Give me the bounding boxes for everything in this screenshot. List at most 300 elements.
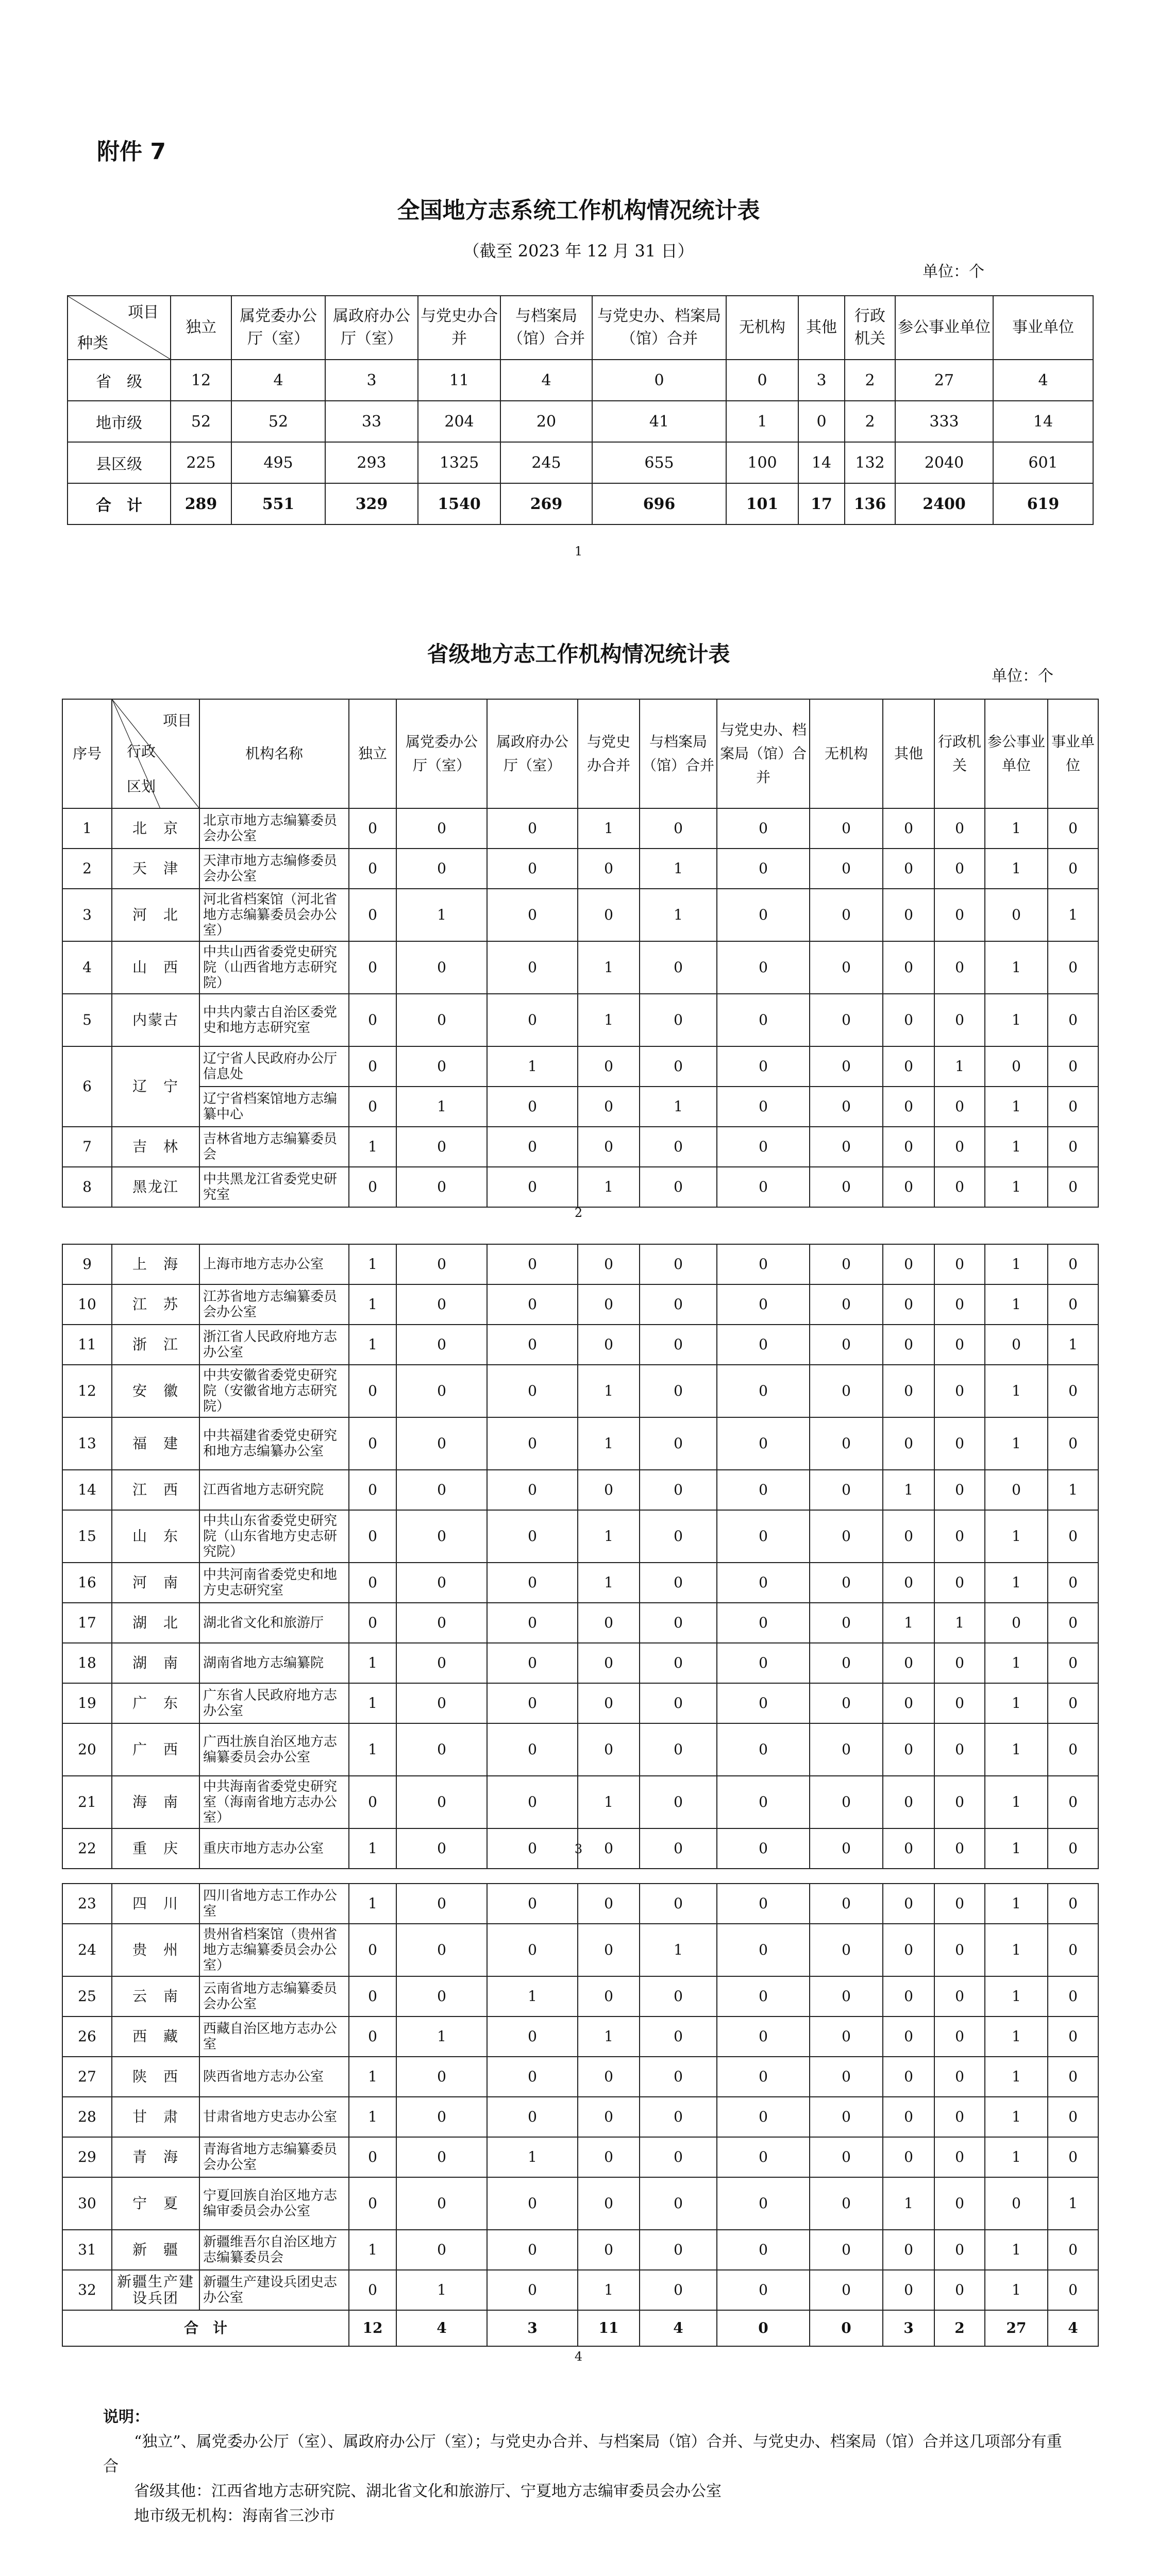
corner-cell — [112, 699, 199, 808]
corner-label-bottom: 种类 — [77, 334, 108, 352]
table-cell: 0 — [726, 360, 798, 401]
table-cell: 0 — [487, 1510, 578, 1563]
table-row — [62, 2270, 1098, 2310]
org-header: 机构名称 — [199, 699, 349, 808]
table-cell: 0 — [349, 1976, 396, 2016]
table-cell: 0 — [349, 1924, 396, 1976]
org-name-cell: 青海省地方志编纂委员会办公室 — [199, 2137, 349, 2177]
table-cell: 0 — [487, 1828, 578, 1869]
table-cell: 0 — [883, 2097, 934, 2137]
table-cell: 0 — [934, 1365, 985, 1417]
table-cell: 4 — [500, 360, 592, 401]
table-cell: 0 — [717, 1924, 810, 1976]
seq-cell: 24 — [62, 1924, 112, 1976]
column-header: 与党史办合并 — [418, 296, 500, 360]
table-cell: 17 — [798, 483, 845, 524]
table-cell: 0 — [1048, 2270, 1098, 2310]
table-row — [62, 2016, 1098, 2057]
region-cell: 内蒙古 — [112, 994, 199, 1046]
table-cell: 1 — [985, 1510, 1048, 1563]
table-row — [62, 1167, 1098, 1207]
table-row — [62, 1244, 1098, 1284]
seq-cell: 10 — [62, 1284, 112, 1325]
seq-cell: 31 — [62, 2230, 112, 2270]
table-cell: 0 — [717, 1884, 810, 1924]
table-cell: 0 — [640, 1127, 717, 1167]
table-cell: 0 — [640, 1046, 717, 1087]
table-row — [62, 1924, 1098, 1976]
table-cell: 0 — [1048, 1776, 1098, 1828]
table-cell: 1 — [985, 1683, 1048, 1723]
table-cell: 0 — [396, 808, 487, 849]
table-cell: 0 — [1048, 1884, 1098, 1924]
table-cell: 0 — [883, 1087, 934, 1127]
table-cell: 0 — [810, 1828, 883, 1869]
table-cell: 1 — [640, 849, 717, 889]
table-cell: 0 — [810, 1976, 883, 2016]
column-header: 属党委办公厅（室） — [231, 296, 325, 360]
region-cell: 河 北 — [112, 889, 199, 941]
table-row — [62, 808, 1098, 849]
region-cell: 河 南 — [112, 1563, 199, 1603]
table-cell: 333 — [895, 401, 993, 442]
table-cell: 0 — [578, 1683, 640, 1723]
org-name-cell: 广西壮族自治区地方志编纂委员会办公室 — [199, 1723, 349, 1776]
table-cell: 1 — [396, 1087, 487, 1127]
org-name-cell: 中共山东省委党史研究院（山东省地方史志研究院） — [199, 1510, 349, 1563]
table-cell: 0 — [578, 2177, 640, 2230]
org-name-cell: 中共黑龙江省委党史研究室 — [199, 1167, 349, 1207]
national-summary-table — [67, 295, 1094, 525]
table-cell: 204 — [418, 401, 500, 442]
region-cell: 福 建 — [112, 1417, 199, 1470]
table-cell: 0 — [396, 1167, 487, 1207]
region-cell: 广 东 — [112, 1683, 199, 1723]
table-cell: 0 — [934, 2137, 985, 2177]
table-cell: 0 — [934, 1776, 985, 1828]
region-cell: 上 海 — [112, 1244, 199, 1284]
table-cell: 0 — [934, 1087, 985, 1127]
table-cell: 0 — [487, 1325, 578, 1365]
table-cell: 0 — [717, 2230, 810, 2270]
table-cell: 0 — [396, 1284, 487, 1325]
seq-cell: 14 — [62, 1470, 112, 1510]
table-cell: 0 — [396, 1924, 487, 1976]
table-row — [62, 2137, 1098, 2177]
table-cell: 0 — [487, 2057, 578, 2097]
table-cell: 0 — [934, 1127, 985, 1167]
page-number: 2 — [574, 1206, 583, 1220]
table-cell: 0 — [640, 1244, 717, 1284]
table-cell: 0 — [578, 1884, 640, 1924]
table-cell: 0 — [985, 1470, 1048, 1510]
table-cell: 1 — [985, 1924, 1048, 1976]
table-cell: 0 — [1048, 1976, 1098, 2016]
table-cell: 0 — [640, 2137, 717, 2177]
table-cell: 0 — [1048, 1924, 1098, 1976]
table-cell: 0 — [640, 1417, 717, 1470]
region-cell: 重 庆 — [112, 1828, 199, 1869]
table-cell: 136 — [845, 483, 895, 524]
table-cell: 1 — [487, 2137, 578, 2177]
table-cell: 0 — [934, 1284, 985, 1325]
table-cell: 0 — [1048, 1284, 1098, 1325]
table-cell: 0 — [487, 2230, 578, 2270]
table-cell: 0 — [640, 1470, 717, 1510]
seq-cell: 6 — [62, 1046, 112, 1127]
column-header: 行政机关 — [845, 296, 895, 360]
table-cell: 1 — [934, 1046, 985, 1087]
table-cell: 0 — [810, 1284, 883, 1325]
table-cell: 2040 — [895, 442, 993, 483]
table-cell: 0 — [934, 1924, 985, 1976]
table-cell: 0 — [640, 1643, 717, 1683]
org-name-cell: 湖南省地方志编纂院 — [199, 1643, 349, 1683]
table-cell: 0 — [578, 2097, 640, 2137]
region-cell: 海 南 — [112, 1776, 199, 1828]
unit-label: 单位：个 — [923, 263, 984, 281]
seq-cell: 17 — [62, 1603, 112, 1643]
table-cell: 0 — [810, 2270, 883, 2310]
table-cell: 0 — [934, 1510, 985, 1563]
region-cell: 辽 宁 — [112, 1046, 199, 1127]
table-cell: 0 — [810, 2230, 883, 2270]
seq-cell: 30 — [62, 2177, 112, 2230]
table-cell: 0 — [396, 1127, 487, 1167]
table-cell: 0 — [349, 1417, 396, 1470]
table-cell: 0 — [934, 2230, 985, 2270]
table-cell: 0 — [578, 1325, 640, 1365]
notes-title: 说明： — [103, 2408, 149, 2426]
table-cell: 0 — [810, 994, 883, 1046]
table-cell: 0 — [934, 889, 985, 941]
table-cell: 0 — [396, 994, 487, 1046]
table-cell: 0 — [810, 849, 883, 889]
table-cell: 0 — [396, 2097, 487, 2137]
table-cell: 4 — [640, 2310, 717, 2346]
table-cell: 0 — [640, 1603, 717, 1643]
table-cell: 0 — [578, 2057, 640, 2097]
table-cell: 0 — [883, 1046, 934, 1087]
table-cell: 0 — [883, 889, 934, 941]
table-cell: 0 — [487, 2270, 578, 2310]
corner-label-c: 区划 — [127, 778, 156, 795]
table-cell: 1 — [349, 2097, 396, 2137]
header-row — [62, 699, 1098, 808]
org-name-cell: 贵州省档案馆（贵州省地方志编纂委员会办公室） — [199, 1924, 349, 1976]
table-cell: 0 — [1048, 1643, 1098, 1683]
table-cell: 0 — [717, 1087, 810, 1127]
table-row — [62, 889, 1098, 941]
table-cell: 1 — [349, 1244, 396, 1284]
table-cell: 1 — [985, 1563, 1048, 1603]
header-row — [68, 296, 1093, 360]
table-cell: 0 — [578, 1046, 640, 1087]
table-cell: 1 — [726, 401, 798, 442]
table-cell: 0 — [578, 1723, 640, 1776]
seq-cell: 1 — [62, 808, 112, 849]
org-name-cell: 广东省人民政府地方志办公室 — [199, 1683, 349, 1723]
table-cell: 1 — [985, 1723, 1048, 1776]
region-cell: 湖 北 — [112, 1603, 199, 1643]
seq-cell: 9 — [62, 1244, 112, 1284]
table-cell: 0 — [883, 808, 934, 849]
table-cell: 0 — [349, 1365, 396, 1417]
table-cell: 0 — [1048, 2097, 1098, 2137]
table-cell: 0 — [810, 808, 883, 849]
table-cell: 1 — [640, 889, 717, 941]
table-row — [62, 1417, 1098, 1470]
org-name-cell: 天津市地方志编修委员会办公室 — [199, 849, 349, 889]
provincial-table-title: 省级地方志工作机构情况统计表 — [427, 641, 730, 667]
page-number: 1 — [574, 544, 583, 558]
table-cell: 0 — [883, 1776, 934, 1828]
table-cell: 0 — [883, 2057, 934, 2097]
table-cell: 0 — [487, 1643, 578, 1683]
table-cell: 0 — [883, 1127, 934, 1167]
table-cell: 0 — [349, 2177, 396, 2230]
table-cell: 12 — [171, 360, 231, 401]
table-cell: 27 — [985, 2310, 1048, 2346]
seq-cell: 15 — [62, 1510, 112, 1563]
table-cell: 551 — [231, 483, 325, 524]
table-cell: 0 — [487, 1365, 578, 1417]
table-cell: 0 — [487, 889, 578, 941]
table-cell: 0 — [717, 2270, 810, 2310]
table-cell: 0 — [1048, 1510, 1098, 1563]
seq-cell: 5 — [62, 994, 112, 1046]
row-label: 地市级 — [68, 401, 171, 442]
table-cell: 0 — [640, 2057, 717, 2097]
table-cell: 0 — [487, 1723, 578, 1776]
national-table-title: 全国地方志系统工作机构情况统计表 — [397, 197, 760, 224]
seq-cell: 18 — [62, 1643, 112, 1683]
page-number: 3 — [574, 1842, 583, 1856]
table-cell: 0 — [1048, 941, 1098, 994]
table-cell: 0 — [487, 1417, 578, 1470]
table-row — [62, 2097, 1098, 2137]
table-cell: 1 — [985, 2016, 1048, 2057]
table-cell: 0 — [578, 2137, 640, 2177]
table-cell: 0 — [934, 2016, 985, 2057]
org-name-cell: 中共福建省委党史研究和地方志编纂办公室 — [199, 1417, 349, 1470]
table-cell: 0 — [578, 889, 640, 941]
table-cell: 0 — [396, 1365, 487, 1417]
table-cell: 0 — [640, 1828, 717, 1869]
table-cell: 0 — [934, 2057, 985, 2097]
table-cell: 0 — [717, 1643, 810, 1683]
table-cell: 0 — [717, 2057, 810, 2097]
table-cell: 0 — [1048, 1365, 1098, 1417]
table-cell: 0 — [810, 1167, 883, 1207]
table-cell: 0 — [934, 2097, 985, 2137]
table-cell: 0 — [349, 994, 396, 1046]
table-cell: 0 — [810, 1244, 883, 1284]
table-cell: 0 — [985, 2177, 1048, 2230]
org-name-cell: 宁夏回族自治区地方志编审委员会办公室 — [199, 2177, 349, 2230]
seq-cell: 23 — [62, 1884, 112, 1924]
provincial-table-part1 — [62, 699, 1099, 1208]
table-cell: 41 — [592, 401, 726, 442]
note-line: “独立”、属党委办公厅（室）、属政府办公厅（室）；与党史办合并、与档案局（馆）合并、与党史办、档案局（馆）合并这几项部分有重合 — [103, 2433, 1062, 2476]
seq-header: 序号 — [62, 699, 112, 808]
org-name-cell: 辽宁省人民政府办公厅信息处 — [199, 1046, 349, 1087]
table-cell: 0 — [810, 1776, 883, 1828]
table-cell: 0 — [487, 1924, 578, 1976]
table-cell: 0 — [487, 1284, 578, 1325]
table-cell: 0 — [934, 1167, 985, 1207]
table-cell: 0 — [810, 2310, 883, 2346]
table-cell: 1 — [985, 1976, 1048, 2016]
table-cell: 0 — [1048, 1087, 1098, 1127]
table-cell: 0 — [640, 1723, 717, 1776]
table-cell: 100 — [726, 442, 798, 483]
unit-label: 单位：个 — [992, 667, 1053, 685]
provincial-table-part2 — [62, 1244, 1099, 1869]
seq-cell: 32 — [62, 2270, 112, 2310]
table-cell: 0 — [487, 2016, 578, 2057]
table-cell: 0 — [717, 1603, 810, 1643]
table-cell: 0 — [1048, 849, 1098, 889]
table-cell: 1 — [985, 1127, 1048, 1167]
table-cell: 1 — [1048, 1470, 1098, 1510]
table-cell: 0 — [349, 1167, 396, 1207]
table-cell: 0 — [1048, 808, 1098, 849]
table-cell: 1 — [985, 2230, 1048, 2270]
column-header: 与党史办合并 — [578, 699, 640, 808]
table-cell: 1 — [985, 1884, 1048, 1924]
column-header: 属政府办公厅（室） — [487, 699, 578, 808]
region-cell: 江 苏 — [112, 1284, 199, 1325]
table-cell: 0 — [349, 1046, 396, 1087]
table-cell: 495 — [231, 442, 325, 483]
table-row — [62, 994, 1098, 1046]
table-cell: 0 — [717, 1167, 810, 1207]
table-cell: 0 — [810, 1087, 883, 1127]
table-cell: 0 — [640, 2230, 717, 2270]
table-cell: 0 — [1048, 2057, 1098, 2097]
seq-cell: 7 — [62, 1127, 112, 1167]
row-label: 合 计 — [68, 483, 171, 524]
table-cell: 1 — [934, 1603, 985, 1643]
total-row — [62, 2310, 1098, 2346]
table-cell: 3 — [325, 360, 418, 401]
table-cell: 2 — [934, 2310, 985, 2346]
table-cell: 0 — [717, 849, 810, 889]
seq-cell: 13 — [62, 1417, 112, 1470]
table-cell: 0 — [810, 1046, 883, 1087]
table-cell: 0 — [934, 1828, 985, 1869]
table-cell: 0 — [934, 1976, 985, 2016]
table-cell: 0 — [883, 1683, 934, 1723]
org-name-cell: 中共河南省委党史和地方史志研究室 — [199, 1563, 349, 1603]
region-cell: 贵 州 — [112, 1924, 199, 1976]
table-cell: 0 — [883, 941, 934, 994]
table-cell: 0 — [640, 2016, 717, 2057]
table-cell: 1 — [1048, 889, 1098, 941]
region-cell: 北 京 — [112, 808, 199, 849]
table-cell: 0 — [396, 1828, 487, 1869]
table-cell: 1 — [578, 1776, 640, 1828]
table-cell: 0 — [883, 2270, 934, 2310]
table-cell: 14 — [798, 442, 845, 483]
table-cell: 0 — [717, 941, 810, 994]
table-cell: 0 — [934, 1563, 985, 1603]
seq-cell: 4 — [62, 941, 112, 994]
table-cell: 0 — [717, 1046, 810, 1087]
seq-cell: 16 — [62, 1563, 112, 1603]
table-cell: 1 — [396, 889, 487, 941]
table-cell: 0 — [396, 2137, 487, 2177]
table-cell: 1 — [578, 808, 640, 849]
table-cell: 1 — [349, 1127, 396, 1167]
column-header: 与党史办、档案局（馆）合并 — [592, 296, 726, 360]
table-cell: 0 — [349, 1470, 396, 1510]
table-cell: 0 — [717, 2310, 810, 2346]
table-cell: 0 — [810, 2097, 883, 2137]
column-header: 行政机关 — [934, 699, 985, 808]
table-cell: 1 — [487, 1046, 578, 1087]
table-cell: 0 — [717, 994, 810, 1046]
table-cell: 0 — [883, 994, 934, 1046]
table-cell: 1 — [1048, 1325, 1098, 1365]
table-cell: 0 — [578, 1924, 640, 1976]
table-cell: 1 — [578, 1563, 640, 1603]
table-cell: 0 — [717, 2016, 810, 2057]
table-cell: 0 — [487, 808, 578, 849]
table-row — [62, 1776, 1098, 1828]
table-cell: 0 — [810, 1563, 883, 1603]
column-header: 属政府办公厅（室） — [325, 296, 418, 360]
seq-cell: 27 — [62, 2057, 112, 2097]
table-cell: 0 — [934, 1683, 985, 1723]
table-cell: 0 — [396, 1046, 487, 1087]
table-cell: 1 — [985, 1365, 1048, 1417]
table-row — [62, 1976, 1098, 2016]
table-cell: 0 — [717, 1365, 810, 1417]
table-cell: 0 — [578, 1127, 640, 1167]
table-cell: 0 — [810, 1603, 883, 1643]
table-cell: 0 — [396, 1470, 487, 1510]
region-cell: 山 东 — [112, 1510, 199, 1563]
org-name-cell: 吉林省地方志编纂委员会 — [199, 1127, 349, 1167]
page-number: 4 — [574, 2349, 583, 2364]
table-cell: 0 — [810, 1924, 883, 1976]
total-row — [68, 483, 1093, 524]
seq-cell: 12 — [62, 1365, 112, 1417]
table-cell: 0 — [396, 1244, 487, 1284]
column-header: 与档案局（馆）合并 — [500, 296, 592, 360]
table-cell: 0 — [717, 808, 810, 849]
table-cell: 0 — [1048, 1244, 1098, 1284]
table-cell: 0 — [578, 1976, 640, 2016]
table-cell: 0 — [396, 1976, 487, 2016]
provincial-table-part3 — [62, 1883, 1099, 2347]
table-cell: 0 — [578, 849, 640, 889]
table-cell: 0 — [717, 1417, 810, 1470]
table-cell: 0 — [883, 849, 934, 889]
seq-cell: 11 — [62, 1325, 112, 1365]
note-line: 省级其他：江西省地方志研究院、湖北省文化和旅游厅、宁夏地方志编审委员会办公室 — [134, 2482, 722, 2500]
table-cell: 0 — [717, 1127, 810, 1167]
table-cell: 0 — [717, 1470, 810, 1510]
table-cell: 20 — [500, 401, 592, 442]
table-cell: 0 — [640, 1325, 717, 1365]
table-cell: 0 — [810, 1417, 883, 1470]
org-name-cell: 甘肃省地方史志办公室 — [199, 2097, 349, 2137]
table-cell: 3 — [487, 2310, 578, 2346]
table-cell: 0 — [396, 1603, 487, 1643]
